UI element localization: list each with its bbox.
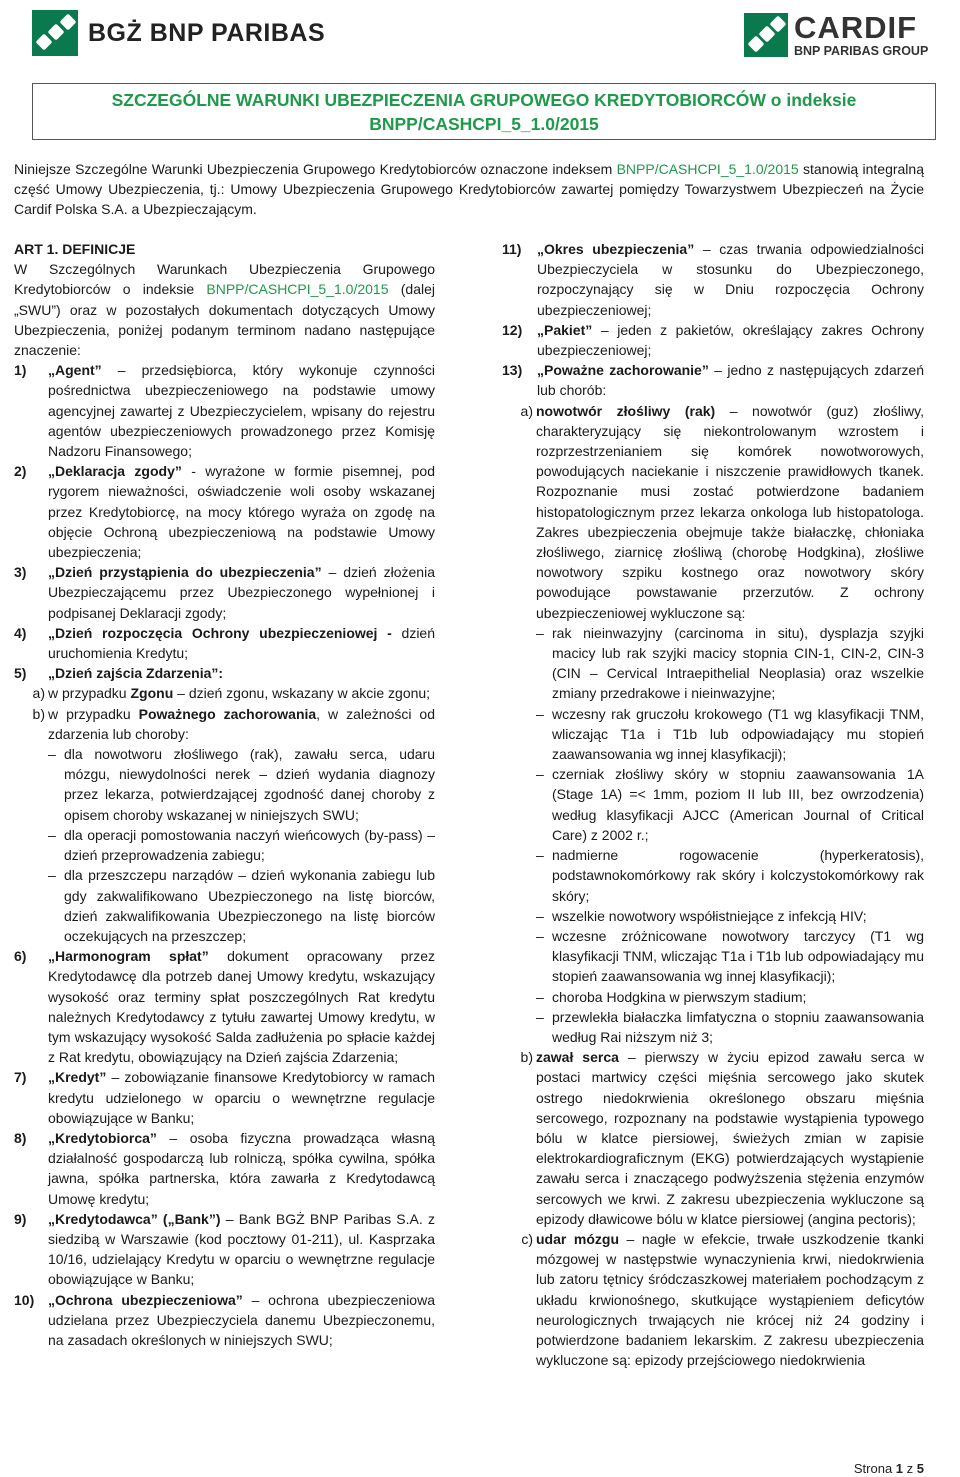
definition-item: 1) „Agent” – przedsiębiorca, który wykonuje czynności pośrednictwa ubezpieczeniowego na podstawie umowy agencyjnej zawartej z Ubezpieczycielem, wpisany do rejestru agentów ubezpieczeniowych prowadzonego przez Komisję Nadzoru Finansowego; (14, 362, 435, 460)
dash-item: – wczesne zróżnicowane nowotwory tarczycy (T1 wg klasyfikacji TNM, wliczając T1a i T1b lub odpowiadający mu stopień zaawansowania wg innej klasyfikacji); (536, 927, 924, 985)
title-line-1: SZCZEGÓLNE WARUNKI UBEZPIECZENIA GRUPOWEGO KREDYTOBIORCÓW o indeksie (111, 89, 857, 110)
document-title (32, 83, 936, 140)
right-column (502, 239, 924, 1370)
dash-item: – czerniak złośliwy skóry w stopniu zaawansowania 1A (Stage 1A) =< 1mm, poziom II lub III, bez owrzodzenia) według klasyfikacji AJCC (American Journal of Critical Care) z 2002 r.; (536, 766, 924, 843)
section-heading: ART 1. DEFINICJE (14, 241, 136, 257)
left-column (14, 239, 435, 1350)
definition-item: 6) „Harmonogram spłat” dokument opracowany przez Kredytodawcę dla potrzeb danej Umowy kredytu, wskazujący wysokość oraz terminy spłat poszczególnych Rat kredytu należnych Kredytodawcy z tytułu zawartej Umowy kredytu, w tym wskazujący wysokość Salda zadłużenia po spłacie każdej z Rat kredytu, obowiązujący na Dzień zajścia Zdarzenia; (14, 948, 435, 1066)
cardif-logo (744, 12, 928, 58)
dash-item: – dla operacji pomostowania naczyń wieńcowych (by-pass) – dzień przeprowadzenia zabiegu; (48, 826, 435, 864)
cardif-logo-name: CARDIF (794, 10, 918, 45)
dash-item: – nadmierne rogowacenie (hyperkeratosis), podstawnokomórkowy rak skóry i kolczystokomórkowy rak skóry; (536, 847, 924, 904)
definition-item: 13) „Poważne zachorowanie” – jedno z następujących zdarzeń lub chorób: (502, 362, 924, 399)
definition-item: 2) „Deklaracja zgody” - wyrażone w formie pisemnej, pod rygorem nieważności, oświadczenie woli osoby wskazanej przez Kredytobiorcę, na mocy którego wyraża on zgodę na objęcie Ochroną ubezpieczeniową na podstawie Umowy ubezpieczenia; (14, 463, 435, 561)
dash-item: – przewlekła białaczka limfatyczna o stopniu zaawansowania według Rai niższym niż 3; (536, 1008, 924, 1045)
stars-logo-icon (32, 10, 78, 56)
definition-item: 5) „Dzień zajścia Zdarzenia”: (14, 665, 224, 682)
definition-item: 7) „Kredyt” – zobowiązanie finansowe Kredytobiorcy w ramach kredytu udzielonego w oparciu o wewnętrzne regulacje obowiązujące w Banku; (14, 1069, 435, 1126)
title-line-2: BNPP/CASHCPI_5_1.0/2015 (369, 113, 599, 134)
bank-logo-text: BGŻ BNP PARIBAS (88, 18, 326, 47)
definition-subitem: a) w przypadku Zgonu – dzień zgonu, wskazany w akcie zgonu; (32, 685, 431, 702)
dash-item: – choroba Hodgkina w pierwszym stadium; (536, 988, 807, 1005)
definition-item: 8) „Kredytobiorca” – osoba fizyczna prowadząca własną działalność gospodarczą lub rolniczą, spółka cywilna, spółka jawna, spółka partnerska, która zawarła z Kredytodawcą Umowę kredytu; (14, 1129, 435, 1207)
definition-subitem: a) nowotwór złośliwy (rak) – nowotwór (guz) złośliwy, charakteryzujący się niekontrolowanym wzrostem i rozprzestrzenianiem się komórek nowotworowych, powodujących naciekanie i niszczenie prawidłowych tkanek. Rozpoznanie musi zostać potwierdzone badaniem histopatologicznym przez lekarza onkologa lub histopatologa. Zakres ubezpieczenia obejmuje także białaczkę, chłoniaka złośliwego, ziarnicę złośliwą (chorobę Hodgkina), złośliwe nowotwory szpiku kostnego oraz nowotwory skóry powodujące powstawanie przerzutów. Z ochrony ubezpieczeniowej wykluczone są: (520, 402, 924, 621)
dash-item: – wczesny rak gruczołu krokowego (T1 wg klasyfikacji TNM, wliczając T1a i T1b lub odpowiadający mu stopień zaawansowania wg innej klasyfikacji); (536, 705, 924, 763)
definition-item: 12) „Pakiet” – jeden z pakietów, określający zakres Ochrony ubezpieczeniowej; (502, 321, 924, 359)
dash-item: – wszelkie nowotwory współistniejące z infekcją HIV; (536, 907, 867, 924)
definition-subitem: c) udar mózgu – nagłe w efekcie, trwałe uszkodzenie tkanki mózgowej w następstwie wynaczynienia krwi, niedokrwienia lub zatoru tętnicy śródczaszkowej materiałem pochodzącym z układu krwionośnego, skutkujące wystąpieniem deficytów neurologicznych trwających nie krócej niż 24 godziny i potwierdzone badaniem lekarskim. Z zakresu ubezpieczenia wykluczone są: epizody przejściowego niedokrwienia (521, 1230, 924, 1369)
intro-paragraph: Niniejsze Szczególne Warunki Ubezpieczenia Grupowego Kredytobiorców oznaczone indeksem BNPP/CASHCPI_5_1.0/2015 stanowią integralną część Umowy Ubezpieczenia, tj.: Umowy Ubezpieczenia Grupowego Kredytobiorców zawartej pomiędzy Towarzystwem Ubezpieczeń na Życie Cardif Polska S.A. a Ubezpieczającym. (14, 161, 924, 218)
definition-item: 9) „Kredytodawca” („Bank”) – Bank BGŻ BNP Paribas S.A. z siedzibą w Warszawie (kod pocztowy 01-211), ul. Kasprzaka 10/16, udzielający Kredytu w oparciu o wewnętrzne regulacje obowiązujące w Banku; (14, 1210, 435, 1288)
cardif-logo-subtitle: BNP PARIBAS GROUP (794, 44, 929, 58)
definitions-intro: W Szczególnych Warunkach Ubezpieczenia Grupowego Kredytobiorców o indeksie BNPP/CASHCPI_5_1.0/2015 (dalej „SWU”) oraz w pozostałych dokumentach dotyczących Umowy Ubezpieczenia, poniżej podanym terminom nadano następujące znaczenie: (14, 261, 435, 359)
bgz-bnp-paribas-logo (32, 10, 325, 56)
definition-item: 3) „Dzień przystąpienia do ubezpieczenia” – dzień złożenia Ubezpieczającemu przez Ubezpieczonego wypełnionej i podpisanej Deklaracji zgody; (14, 564, 435, 621)
definition-item: 10) „Ochrona ubezpieczeniowa” – ochrona ubezpieczeniowa udzielana przez Ubezpieczyciela danemu Ubezpieczonemu, na zasadach określonych w niniejszych SWU; (14, 1291, 435, 1348)
definition-subitem: b) zawał serca – pierwszy w życiu epizod zawału serca w postaci martwicy części mięśnia sercowego jako skutek ostrego niedokrwienia określonego obszaru mięśnia sercowego, rozpoznany na podstawie wystąpienia typowego bólu w klatce piersiowej, świeżych zmian w zapisie elektrokardiograficznym (EKG) potwierdzających wystąpienie zawału serca i znaczącego podwyższenia stężenia enzymów sercowych we krwi. Z zakresu ubezpieczenia wykluczone są epizody dławicowe bólu w klatce piersiowej (angina pectoris); (520, 1049, 924, 1227)
definition-subitem: b) w przypadku Poważnego zachorowania, w zależności od zdarzenia lub choroby: (32, 705, 435, 742)
page-number: Strona 1 z 5 (853, 1461, 924, 1476)
dash-item: – rak nieinwazyjny (carcinoma in situ), dysplazja szyjki macicy lub rak szyjki macicy stopnia CIN-1, CIN-2, CIN-3 (CIN – Cervical Intraepithelial Neoplasia) oraz wszelkie zmiany przedrakowe i nieinwazyjne; (536, 624, 924, 702)
definition-item: 11) „Okres ubezpieczenia” – czas trwania odpowiedzialności Ubezpieczyciela w stosunku do Ubezpieczonego, rozpoczynający się w Dniu rozpoczęcia Ochrony ubezpieczeniowej; (502, 241, 924, 318)
dash-item: – dla nowotworu złośliwego (rak), zawału serca, udaru mózgu, niewydolności nerek – dzień wydania diagnozy przez lekarza, potwierdzającej zgodność danej choroby z opisem choroby wskazanej w niniejszych SWU; (48, 746, 435, 823)
stars-logo-icon (744, 13, 788, 57)
index-code: BNPP/CASHCPI_5_1.0/2015 (616, 161, 799, 177)
definition-item: 4) „Dzień rozpoczęcia Ochrony ubezpieczeniowej - dzień uruchomienia Kredytu; (14, 624, 435, 662)
dash-item: – dla przeszczepu narządów – dzień wykonania zabiegu lub gdy zakwalifikowano Ubezpieczonego na listę biorców, dzień zakwalifikowania Ubezpieczonego na listę biorców oczekujących na przeszczep; (48, 867, 435, 944)
